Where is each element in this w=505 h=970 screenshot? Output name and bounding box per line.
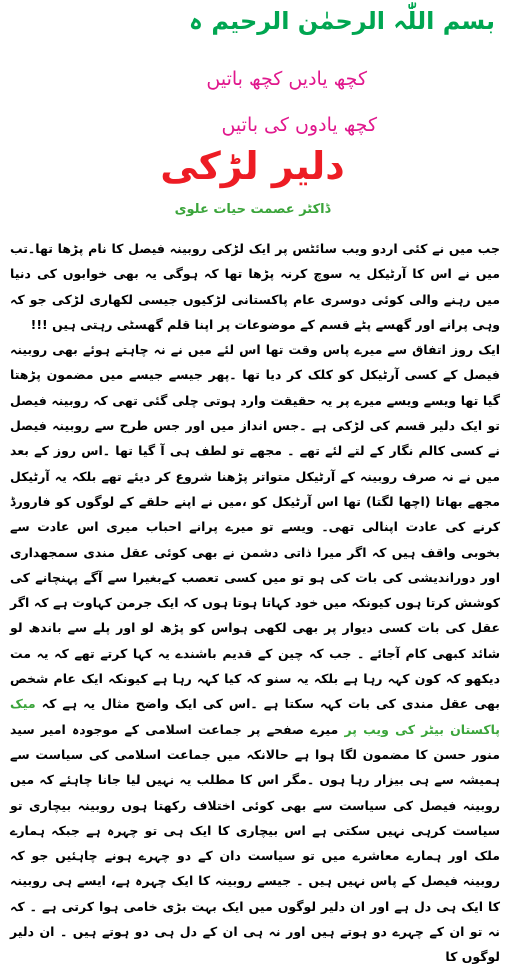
tagline-second: کچھ یادوں کی باتیں — [221, 114, 377, 136]
paragraph-1: جب میں نے کئی اردو ویب سائٹس پر ایک لڑکی روبینہ فیصل کا نام پڑھا تھا۔تب میں نے اس کا آرٹیکل یہ سوچ کرنہ پڑھا تھا کہ ہوگی یہ بھی خوابوں کی دنیا میں رہنے والی کوئی دوسری عام پاکستانی لڑکیوں جیسی لکھاری لڑکی جو کہ وہی پرانے اور گھسے پٹے قسم کے موضوعات پر اپنا قلم گھسٹی رہتی ہیں !!! — [10, 241, 500, 332]
article-title: دلیر لڑکی — [160, 144, 345, 188]
author-name: ڈاکٹر عصمت حیات علوی — [174, 202, 331, 217]
paragraph-2 — [10, 337, 500, 969]
highlighted-link-text: میک پاکستان بیٹر کی ویب پر — [10, 696, 500, 737]
paragraph-2-text: ایک روز اتفاق سے میرے پاس وقت تھا اس لئے میں نے نہ چاہتے ہوئے بھی روبینہ فیصل کے کسی آرٹیکل کو کلک کر دیا تھا ۔پھر جیسے جیسے میں مضمون پڑھتا گیا تھا ویسے ویسے میرے پر یہ حقیقت وارد ہوتی چلی گئی تھی کہ روبینہ فیصل تو ایک دلیر قسم کی لڑکی ہے ۔جس انداز میں اور جس طرح سے روبینہ فیصل نے کسی کالم نگار کے لتے لئے تھے ۔ مجھے تو لطف ہی آ گیا تھا ۔اس روز کے بعد میں نے نہ صرف روبینہ کے آرٹیکل متواتر پڑھنا شروع کر دیئے تھے بلکہ یہ آرٹیکل مجھے بھاتا (اچھا لگتا) تھا اس آرٹیکل کو ،میں نے اپنے حلقے کے لوگوں کو فارورڈ کرنے کی عادت اپنالی تھی۔ ویسے تو میرے پرانے احباب میری اس عادت سے بخوبی واقف ہیں کہ اگر میرا ذاتی دشمن نے بھی کوئی عقل مندی سمجھداری اور دوراندیشی کی بات کی ہو تو میں کسی تعصب کےبغیرا سے آگے پہنچانے کی کوشش کرتا ہوں کیونکہ میں خود کہاتا ہوتا ہوں کہ ایک جرمن کہاوت ہے کہ اگر عقل کی بات کسی دیوار پر بھی لکھی ہواس کو پڑھ لو اور پلے سے باندھ لو شائد کبھی کام آجائے ۔ جب کہ چین کے قدیم باشندے یہ کہا کرتے تھے کہ یہ مت دیکھو کہ کون کہہ رہا ہے بلکہ یہ سنو کہ کیا کہہ رہا ہے کیونکہ ایک عام شخص بھی عقل مندی کی بات کہہ سکتا ہے ۔اس کی ایک واضح مثال یہ ہے کہ — [10, 342, 500, 712]
article-body — [10, 236, 500, 965]
tagline-first: کچھ یادیں کچھ باتیں — [206, 68, 367, 90]
paragraph-2b-text: میرے صفحے پر جماعت اسلامی کے موجودہ امیر سید منور حسن کا مضمون لگا ہوا ہے حالانکہ میں جماعت اسلامی کی سیاست سے ہمیشہ سے ہی بیزار رہا ہوں ۔مگر اس کا مطلب یہ نہیں لیا جانا چاہئے کہ میں روبینہ فیصل کی سیاست سے بھی کوئی اختلاف رکھتا ہوں روبینہ بیچاری تو سیاست کرہی نہیں سکتی ہے اس بیچاری کا ایک ہی تو چہرہ ہے جبکہ ہمارے ملک اور ہمارے معاشرے میں تو سیاست دان کے دو چہرے ہونے چاہئیں جو کہ روبینہ فیصل کے پاس نہیں ہیں ۔ جیسے روبینہ کا ایک چہرہ ہے، ایسے ہی روبینہ کا ایک ہی دل ہے اور ان دلیر لوگوں میں ایک بہت بڑی خامی ہوا کرتی ہے ۔ کہ نہ تو ان کے چہرے دو ہوتے ہیں اور نہ ہی ان کے دل ہی دو ہوتے ہیں ۔ ان دلیر لوگوں کا — [10, 721, 500, 965]
bismillah-heading: بسم اللّٰہ الرحمٰن الرحیم ہ — [188, 7, 495, 35]
